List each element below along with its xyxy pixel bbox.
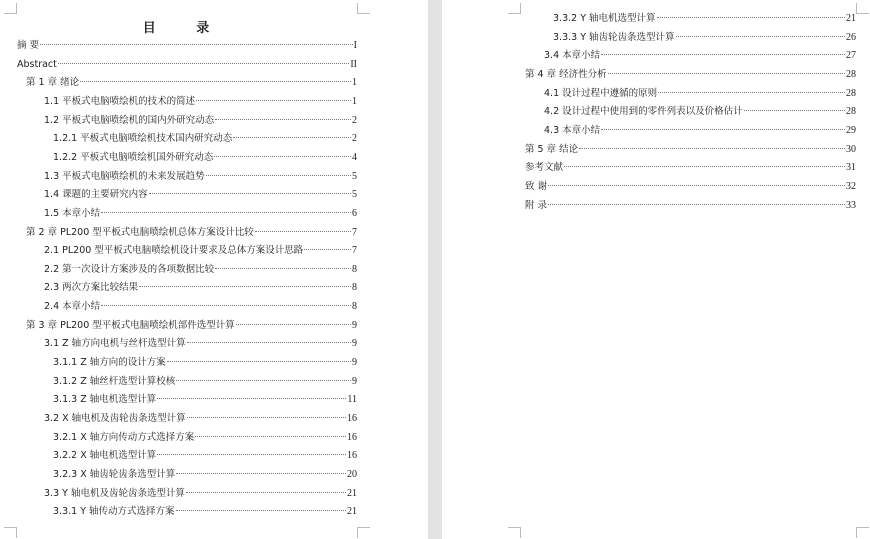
dot-leader — [40, 44, 353, 45]
toc-entry-page: 21 — [347, 506, 357, 518]
toc-entry-page: 27 — [846, 50, 856, 62]
toc-entry-page: I — [353, 40, 357, 51]
corner-mark — [856, 3, 869, 14]
toc-entry[interactable] — [44, 206, 357, 222]
dot-leader — [255, 231, 351, 232]
toc-entry[interactable] — [44, 169, 357, 185]
dot-leader — [157, 398, 346, 399]
toc-entry-page: 32 — [846, 180, 856, 192]
corner-mark — [856, 527, 869, 538]
toc-entry-label: 3.1.2 Z 轴丝杆选型计算校核 — [53, 375, 176, 387]
toc-entry-label: 第 3 章 PL200 型平板式电脑喷绘机部件选型计算 — [26, 319, 235, 331]
toc-entry[interactable] — [44, 94, 357, 110]
toc-entry[interactable] — [44, 336, 357, 352]
toc-entry[interactable] — [53, 150, 357, 166]
toc-entry-label: 3.2.3 X 轴齿轮齿条选型计算 — [53, 468, 176, 480]
toc-entry-label: 1.3 平板式电脑喷绘机的未来发展趋势 — [44, 170, 205, 182]
toc-entry[interactable] — [44, 299, 357, 315]
dot-leader — [233, 137, 351, 138]
toc-entry[interactable] — [53, 504, 357, 520]
toc-entry[interactable] — [525, 198, 856, 214]
dot-leader — [206, 175, 351, 176]
corner-mark — [4, 527, 17, 538]
toc-entry-page: 16 — [347, 450, 357, 462]
dot-leader — [548, 204, 845, 205]
toc-entry-label: 2.3 两次方案比较结果 — [44, 282, 139, 294]
toc-entry[interactable] — [553, 30, 856, 46]
toc-entry-label: 第 5 章 结论 — [525, 143, 579, 155]
toc-entry[interactable] — [53, 392, 357, 408]
dot-leader — [601, 54, 845, 55]
toc-entry[interactable] — [44, 280, 357, 296]
toc-entry-label: 3.4 本章小结 — [544, 50, 601, 62]
toc-entry-label: 3.2 X 轴电机及齿轮齿条选型计算 — [44, 413, 186, 424]
dot-leader — [601, 129, 845, 130]
dot-leader — [187, 342, 351, 343]
dot-leader — [215, 119, 351, 120]
toc-entry-label: 1.2 平板式电脑喷绘机的国内外研究动态 — [44, 114, 215, 126]
toc-entry-label: 3.1 Z 轴方向电机与丝杆选型计算 — [44, 338, 186, 350]
toc-entry-label: 参考文献 — [525, 162, 564, 174]
toc-entry-page: 6 — [352, 207, 357, 219]
toc-entry[interactable] — [525, 160, 856, 176]
dot-leader — [157, 454, 346, 455]
toc-entry[interactable] — [53, 374, 357, 390]
toc-entry-label: 第 4 章 经济性分析 — [525, 68, 607, 80]
toc-entry[interactable] — [53, 131, 357, 147]
toc-entry[interactable] — [544, 48, 856, 64]
toc-entry-label: 3.3.1 Y 轴传动方式选择方案 — [53, 506, 175, 518]
toc-entry[interactable] — [53, 448, 357, 464]
toc-entry[interactable] — [544, 123, 856, 139]
toc-entry-page: 8 — [352, 263, 357, 275]
toc-entry-label: 3.3.3 Y 轴齿轮齿条选型计算 — [553, 31, 675, 43]
dot-leader — [195, 436, 346, 437]
toc-entry[interactable] — [53, 430, 357, 446]
document-page-left — [0, 0, 428, 539]
dot-leader — [167, 361, 351, 362]
toc-entry-label: 致 谢 — [525, 180, 548, 192]
dot-leader — [608, 73, 845, 74]
toc-entry[interactable] — [44, 486, 357, 502]
toc-entry[interactable] — [525, 67, 856, 83]
toc-entry-label: 2.4 本章小结 — [44, 301, 101, 313]
toc-entry-label: 3.2.1 X 轴方向传动方式选择方案 — [53, 431, 195, 443]
dot-leader — [744, 110, 845, 111]
toc-entry-label: 3.1.1 Z 轴方向的设计方案 — [53, 357, 166, 369]
toc-entry[interactable] — [525, 142, 856, 158]
toc-entry-page: 1 — [352, 77, 357, 89]
corner-mark — [357, 527, 370, 538]
corner-mark — [357, 3, 370, 14]
toc-entry[interactable] — [44, 113, 357, 129]
toc-entry-page: II — [350, 58, 357, 70]
toc-entry[interactable] — [26, 225, 357, 241]
toc-entry-page: 7 — [352, 226, 357, 238]
toc-entry-label: 2.2 第一次设计方案涉及的各项数据比较 — [44, 263, 215, 275]
dot-leader — [139, 286, 351, 287]
toc-entry-label: 1.1 平板式电脑喷绘机的技术的简述 — [44, 95, 196, 107]
document-page-right — [442, 0, 870, 539]
corner-mark — [508, 3, 521, 14]
corner-mark — [508, 527, 521, 538]
toc-entry-page: 28 — [846, 68, 856, 80]
toc-entry-label: 3.3 Y 轴电机及齿轮齿条选型计算 — [44, 487, 185, 499]
dot-leader — [214, 156, 351, 157]
toc-entry-page: 9 — [352, 338, 357, 350]
dot-leader — [215, 268, 351, 269]
toc-entry-page: 33 — [846, 199, 856, 211]
toc-entry-page: 26 — [846, 31, 856, 43]
toc-entry-page: 21 — [347, 487, 357, 499]
dot-leader — [176, 473, 346, 474]
dot-leader — [676, 36, 845, 37]
dot-leader — [176, 380, 351, 381]
toc-entry-label: 第 2 章 PL200 型平板式电脑喷绘机总体方案设计比较 — [26, 226, 254, 238]
dot-leader — [187, 417, 346, 418]
toc-entry[interactable] — [544, 104, 856, 120]
toc-entry[interactable] — [525, 179, 856, 195]
dot-leader — [236, 324, 351, 325]
toc-entry-page: 2 — [352, 133, 357, 145]
toc-entry-label: 1.5 本章小结 — [44, 207, 101, 219]
toc-title: 目 录 — [142, 21, 228, 36]
dot-leader — [101, 212, 351, 213]
toc-entry-page: 5 — [352, 189, 357, 201]
toc-entry[interactable] — [17, 38, 357, 54]
dot-leader — [176, 510, 346, 511]
toc-entry[interactable] — [17, 57, 357, 73]
dot-leader — [304, 249, 351, 250]
toc-entry-page: 16 — [347, 413, 357, 424]
toc-entry-page: 9 — [352, 319, 357, 331]
corner-mark — [4, 3, 17, 14]
toc-entry-label: 1.2.1 平板式电脑喷绘机技术国内研究动态 — [53, 133, 233, 145]
toc-entry[interactable] — [44, 243, 357, 259]
toc-entry-page: 4 — [352, 151, 357, 163]
toc-entry-page: 5 — [352, 170, 357, 182]
dot-leader — [186, 492, 346, 493]
dot-leader — [657, 17, 845, 18]
toc-entry-label: 3.1.3 Z 轴电机选型计算 — [53, 394, 157, 406]
toc-entry-label: 1.2.2 平板式电脑喷绘机国外研究动态 — [53, 151, 214, 163]
dot-leader — [58, 63, 349, 64]
dot-leader — [564, 166, 845, 167]
toc-entry-label: 摘 要 — [17, 40, 40, 51]
dot-leader — [579, 148, 845, 149]
toc-entry[interactable] — [26, 75, 357, 91]
toc-entry[interactable] — [44, 187, 357, 203]
toc-entry-page: 28 — [846, 87, 856, 99]
toc-entry-label: 3.3.2 Y 轴电机选型计算 — [553, 13, 656, 24]
toc-entry-label: 4.3 本章小结 — [544, 124, 601, 136]
toc-entry-label: 4.1 设计过程中遵循的原则 — [544, 87, 658, 99]
toc-entry[interactable] — [553, 11, 856, 27]
dot-leader — [196, 100, 351, 101]
toc-entry-label: 4.2 设计过程中使用到的零件列表以及价格估计 — [544, 106, 743, 118]
toc-entry-page: 1 — [352, 95, 357, 107]
toc-entry-label: 3.2.2 X 轴电机选型计算 — [53, 450, 157, 462]
toc-entry-page: 30 — [846, 143, 856, 155]
toc-entry-page: 11 — [347, 394, 357, 406]
toc-entry[interactable] — [26, 318, 357, 334]
dot-leader — [149, 193, 351, 194]
toc-entry-page: 8 — [352, 301, 357, 313]
dot-leader — [658, 92, 845, 93]
toc-entry-page: 2 — [352, 114, 357, 126]
toc-entry[interactable] — [44, 262, 357, 278]
toc-entry-label: Abstract — [17, 58, 57, 70]
toc-entry-page: 7 — [352, 245, 357, 257]
toc-entry-page: 9 — [352, 375, 357, 387]
toc-entry-page: 28 — [846, 106, 856, 118]
toc-entry[interactable] — [544, 86, 856, 102]
toc-entry[interactable] — [53, 355, 357, 371]
toc-entry-page: 29 — [846, 124, 856, 136]
toc-entry-label: 2.1 PL200 型平板式电脑喷绘机设计要求及总体方案设计思路 — [44, 245, 304, 257]
toc-entry-page: 20 — [347, 468, 357, 480]
toc-entry-page: 31 — [846, 162, 856, 174]
toc-entry-page: 16 — [347, 431, 357, 443]
dot-leader — [80, 81, 351, 82]
toc-entry-label: 第 1 章 绪论 — [26, 77, 80, 89]
toc-entry[interactable] — [53, 467, 357, 483]
toc-entry-page: 9 — [352, 357, 357, 369]
dot-leader — [101, 305, 351, 306]
toc-entry-page: 8 — [352, 282, 357, 294]
toc-entry-label: 1.4 课题的主要研究内容 — [44, 189, 148, 201]
dot-leader — [548, 185, 845, 186]
toc-entry-label: 附 录 — [525, 199, 548, 211]
page-gutter — [428, 0, 442, 539]
toc-entry-page: 21 — [846, 13, 856, 24]
toc-entry[interactable] — [44, 411, 357, 427]
